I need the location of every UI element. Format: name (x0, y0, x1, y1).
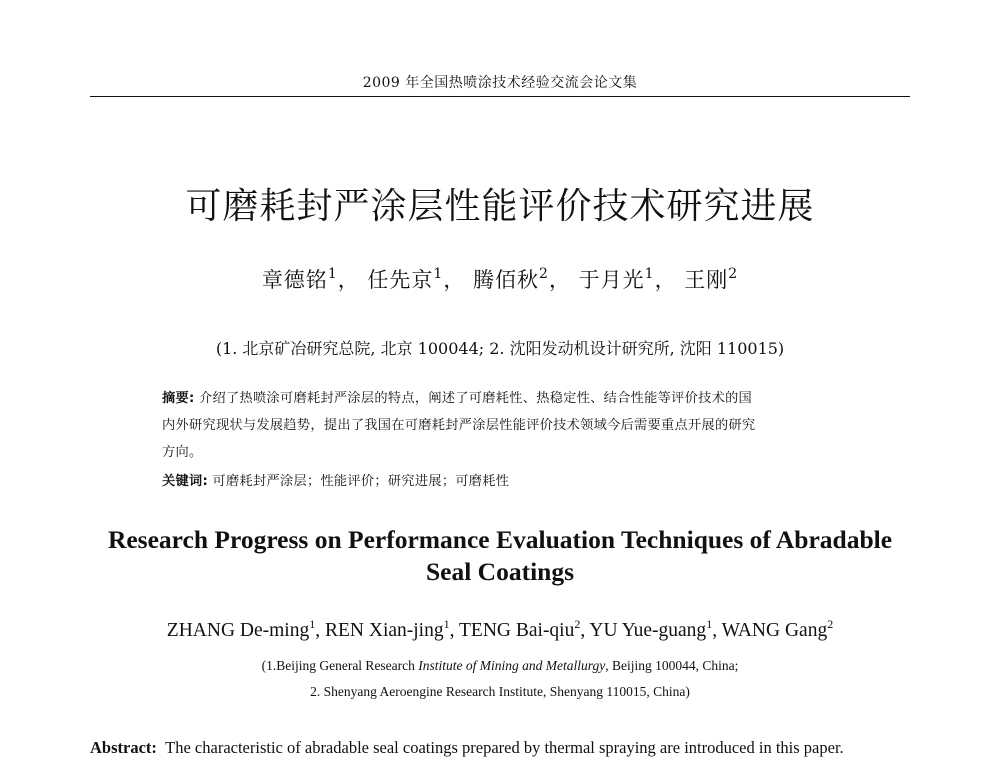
author: 王刚 (684, 268, 729, 292)
author: YU Yue-guang (589, 620, 707, 641)
affiliation-mark: 2 (539, 266, 549, 282)
english-abstract (90, 738, 950, 758)
english-title (60, 524, 940, 588)
abstract-label: Abstract: (90, 738, 157, 757)
affiliation-mark: 2 (827, 617, 834, 631)
affiliation-mark: 1 (433, 266, 444, 282)
author-separator: , (449, 620, 459, 641)
author-separator: ， (654, 268, 677, 292)
author-separator: , (315, 620, 325, 641)
affiliation-mark: 1 (327, 266, 338, 282)
affiliation-mark: 1 (443, 617, 450, 631)
abstract-line (162, 385, 842, 412)
affiliation-text: , Beijing 100044, China; (605, 658, 739, 673)
affiliation-mark: 1 (309, 617, 316, 631)
affiliation-mark: 2 (574, 617, 581, 631)
chinese-title: 可磨耗封严涂层性能评价技术研究进展 (185, 186, 815, 227)
author-separator: ， (548, 268, 571, 292)
affiliation-mark: 1 (644, 266, 655, 282)
author-separator: , (712, 620, 722, 641)
author: REN Xian-jing (324, 620, 444, 641)
author: 章德铭 (261, 268, 328, 292)
header-rule (90, 96, 910, 97)
author: 腾佰秋 (473, 268, 540, 292)
english-title-line: Research Progress on Performance Evaluation Techniques of Abradable (107, 525, 893, 554)
abstract-text: 介绍了热喷涂可磨耗封严涂层的特点，阐述了可磨耗性、热稳定性、结合性能等评价技术的国 (199, 391, 753, 406)
running-header: 2009 年全国热喷涂技术经验交流会论文集 (362, 75, 638, 91)
chinese-authors (0, 264, 1000, 294)
author: ZHANG De-ming (166, 620, 310, 641)
affiliation-mark: 1 (706, 617, 713, 631)
english-title-line: Seal Coatings (425, 557, 575, 586)
affiliation-text: (1.Beijing General Research (261, 658, 419, 673)
english-affiliation-1 (0, 658, 1000, 674)
affiliation-italic-text: Institute of Mining and Metallurgy (418, 658, 606, 673)
author-separator: ， (337, 268, 360, 292)
affiliation-mark: 2 (728, 266, 739, 282)
keywords-label: 关键词: (162, 474, 209, 489)
author-separator: ， (443, 268, 466, 292)
author: WANG Gang (721, 620, 828, 641)
author: 于月光 (578, 268, 645, 292)
keywords-text: 可磨耗封严涂层；性能评价；研究进展；可磨耗性 (212, 474, 510, 489)
english-affiliation-2: 2. Shenyang Aeroengine Research Institute, Shenyang 110015, China) (310, 684, 690, 699)
author: 任先京 (367, 268, 434, 292)
author: TENG Bai-qiu (459, 620, 575, 641)
abstract-line: 方向。 (162, 445, 203, 460)
abstract-text: The characteristic of abradable seal coatings prepared by thermal spraying are introduced in this paper. (165, 738, 844, 757)
chinese-abstract (162, 385, 842, 466)
abstract-line: 内外研究现状与发展趋势，提出了我国在可磨耗封严涂层性能评价技术领域今后需要重点开展的研究 (162, 418, 756, 433)
english-authors (0, 617, 1000, 642)
author-separator: , (580, 620, 590, 641)
chinese-affiliation: (1. 北京矿冶研究总院, 北京 100044; 2. 沈阳发动机设计研究所, 沈阳 110015) (215, 339, 785, 358)
chinese-keywords (162, 470, 842, 489)
abstract-label: 摘要: (162, 391, 195, 406)
